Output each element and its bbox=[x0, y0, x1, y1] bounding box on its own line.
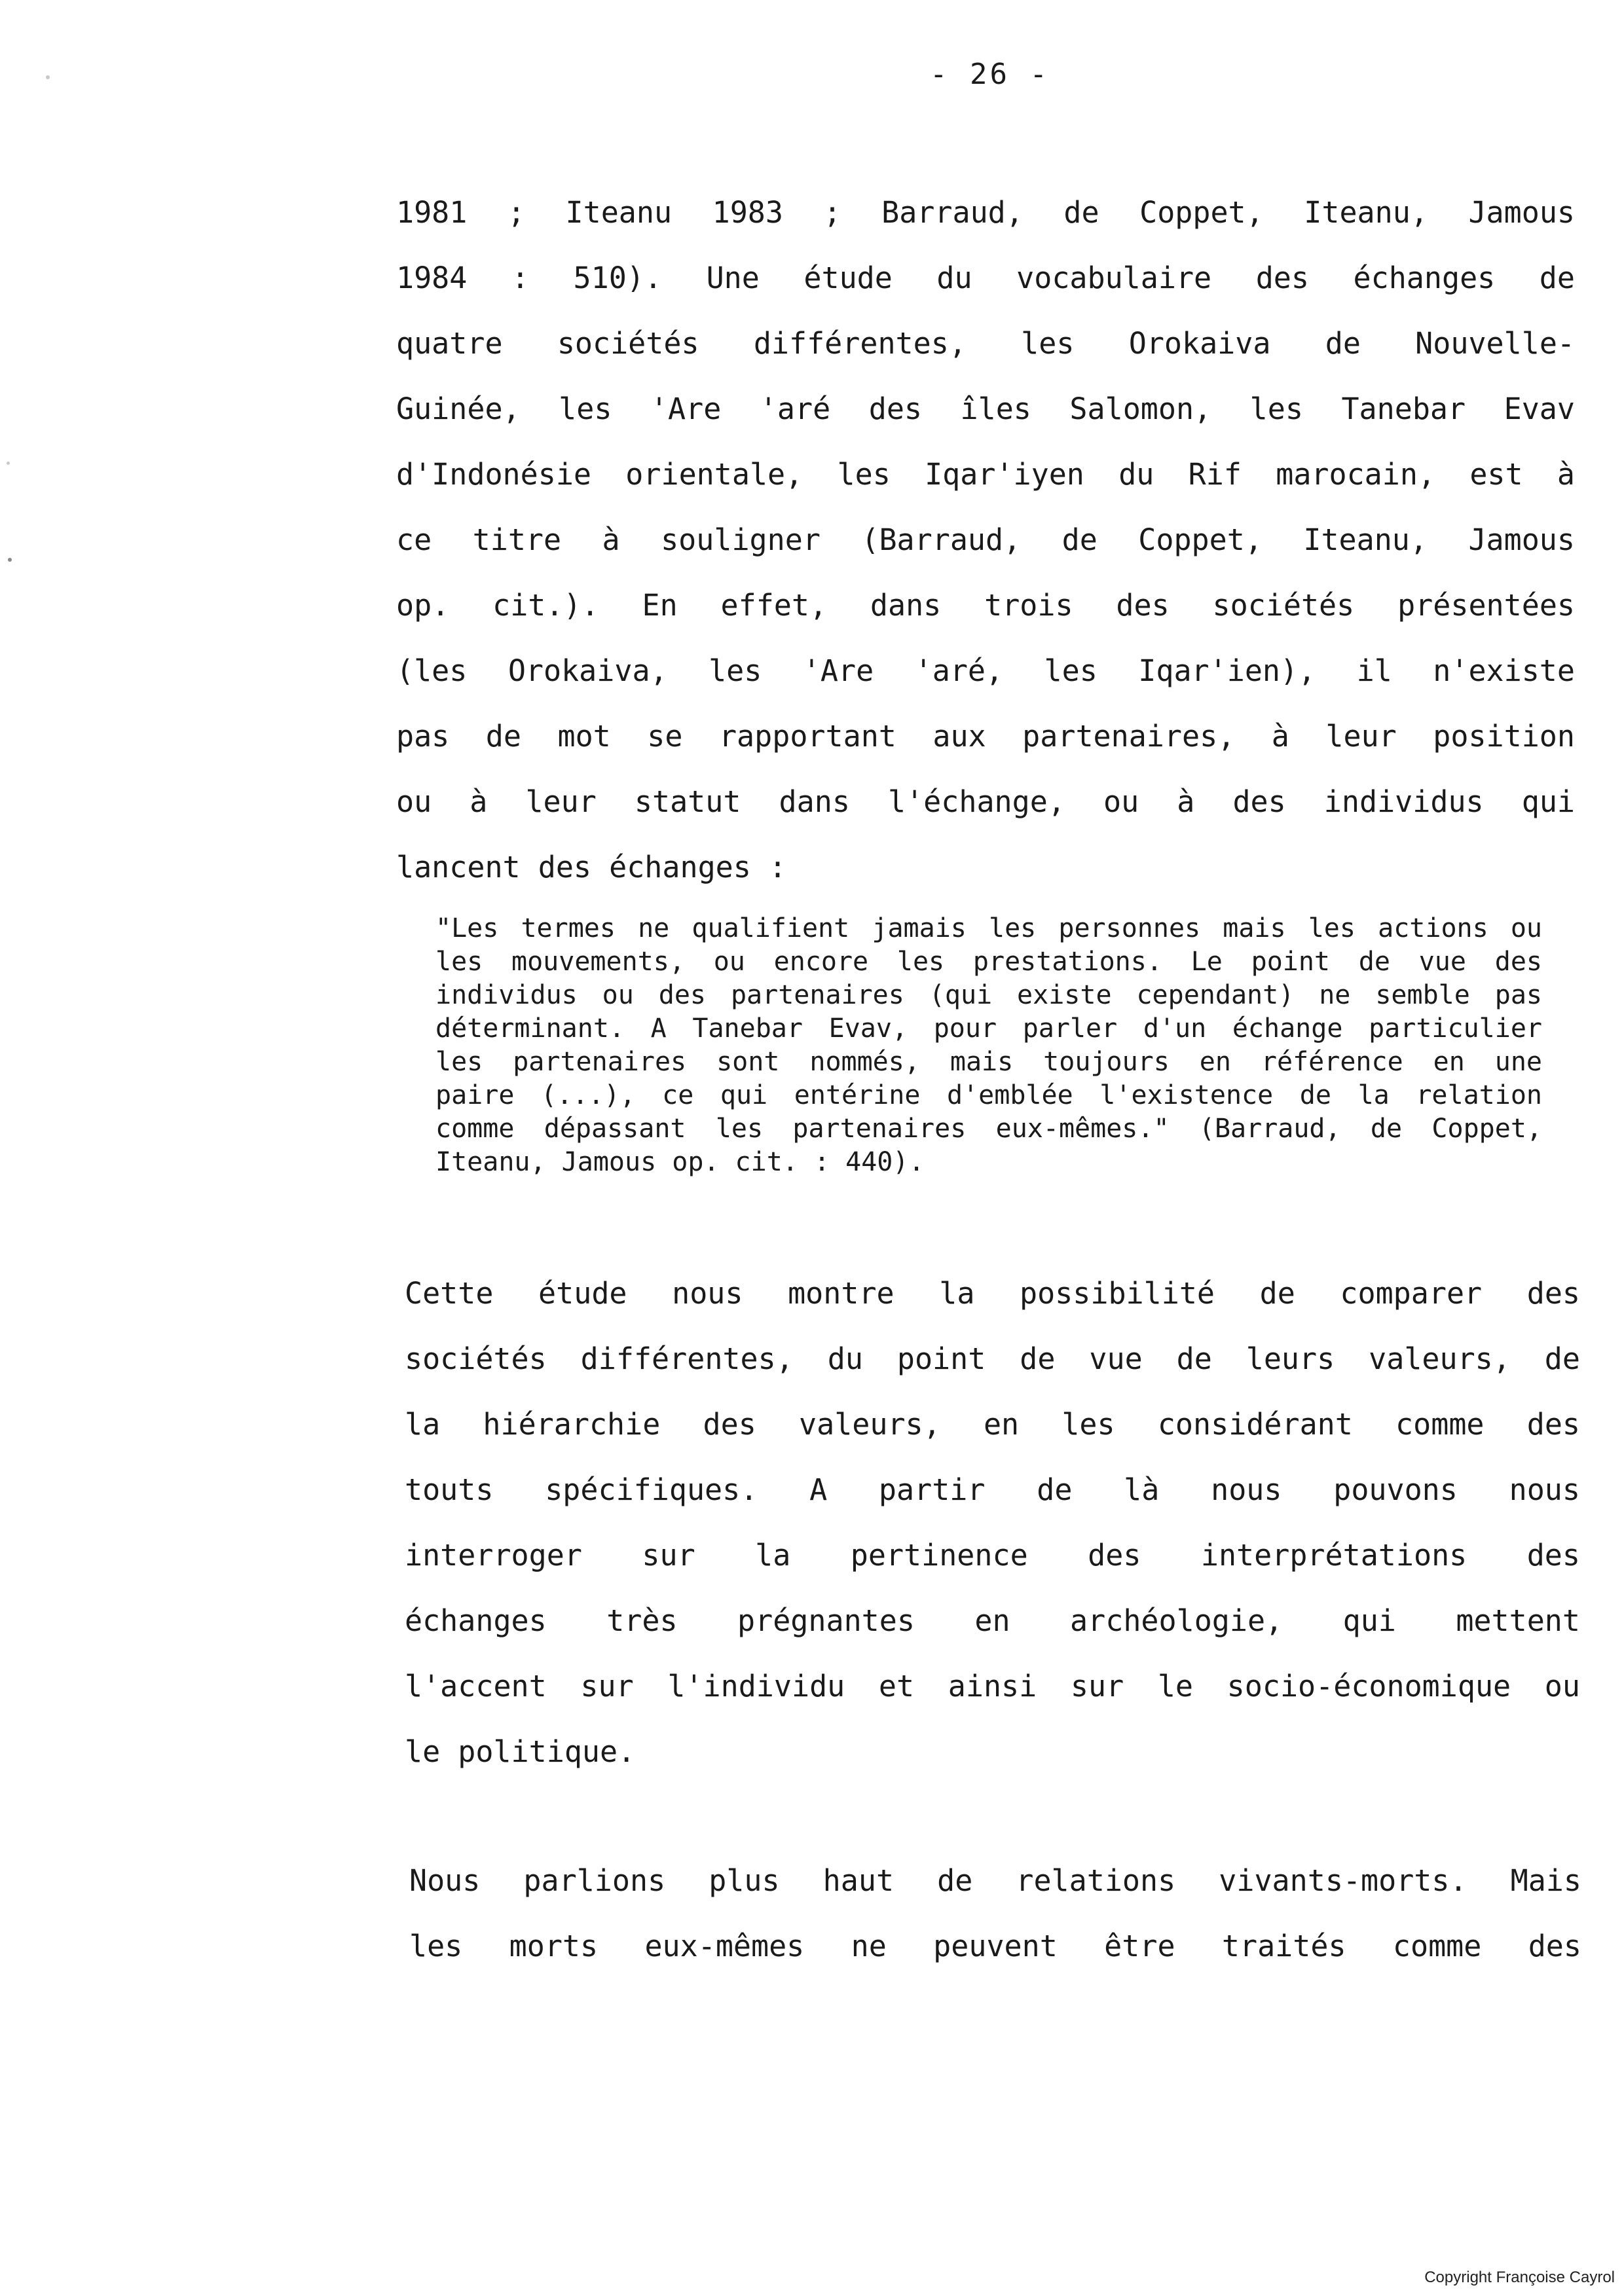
paragraph-3 bbox=[409, 1848, 1581, 1979]
copyright-notice: Copyright Françoise Cayrol bbox=[1424, 2269, 1615, 2286]
text-line: échanges très prégnantes en archéologie, qui mettent bbox=[405, 1603, 1580, 1638]
text-line: interroger sur la pertinence des interprétations des bbox=[405, 1538, 1580, 1573]
text-line: les morts eux-mêmes ne peuvent être traités comme des bbox=[409, 1929, 1581, 1963]
quote-line: déterminant. A Tanebar Evav, pour parler d'un échange particulier bbox=[435, 1013, 1542, 1044]
text-line: 1981 ; Iteanu 1983 ; Barraud, de Coppet, Iteanu, Jamous bbox=[396, 195, 1575, 230]
quote-line: Iteanu, Jamous op. cit. : 440). bbox=[435, 1147, 925, 1177]
text-line: quatre sociétés différentes, les Orokaiva de Nouvelle- bbox=[396, 326, 1575, 361]
paragraph-1 bbox=[396, 180, 1575, 900]
scan-speck bbox=[46, 75, 50, 79]
text-line: pas de mot se rapportant aux partenaires, à leur position bbox=[396, 719, 1575, 754]
text-line: ou à leur statut dans l'échange, ou à des individus qui bbox=[396, 784, 1575, 819]
text-line: d'Indonésie orientale, les Iqar'iyen du Rif marocain, est à bbox=[396, 457, 1575, 492]
paragraph-2 bbox=[405, 1261, 1580, 1785]
text-line: Guinée, les 'Are 'aré des îles Salomon, les Tanebar Evav bbox=[396, 392, 1575, 426]
text-line: (les Orokaiva, les 'Are 'aré, les Iqar'ien), il n'existe bbox=[396, 653, 1575, 688]
page-number: - 26 - bbox=[930, 58, 1050, 91]
text-line: 1984 : 510). Une étude du vocabulaire des échanges de bbox=[396, 261, 1575, 295]
text-line: ce titre à souligner (Barraud, de Coppet, Iteanu, Jamous bbox=[396, 522, 1575, 557]
scan-speck bbox=[7, 462, 10, 465]
text-line: Cette étude nous montre la possibilité de comparer des bbox=[405, 1276, 1580, 1311]
text-line: lancent des échanges : bbox=[396, 850, 787, 884]
quote-line: comme dépassant les partenaires eux-mêmes." (Barraud, de Coppet, bbox=[435, 1114, 1542, 1144]
quote-line: les partenaires sont nommés, mais toujours en référence en une bbox=[435, 1047, 1542, 1077]
block-quotation bbox=[435, 912, 1542, 1179]
text-line: la hiérarchie des valeurs, en les considérant comme des bbox=[405, 1407, 1580, 1442]
quote-line: les mouvements, ou encore les prestations. Le point de vue des bbox=[435, 947, 1542, 977]
quote-line: individus ou des partenaires (qui existe cependant) ne semble pas bbox=[435, 980, 1542, 1010]
text-line: op. cit.). En effet, dans trois des sociétés présentées bbox=[396, 588, 1575, 623]
text-line: sociétés différentes, du point de vue de leurs valeurs, de bbox=[405, 1341, 1580, 1376]
text-line: l'accent sur l'individu et ainsi sur le socio-économique ou bbox=[405, 1669, 1580, 1704]
text-line: le politique. bbox=[405, 1734, 636, 1769]
scan-speck bbox=[8, 558, 12, 562]
quote-line: "Les termes ne qualifient jamais les personnes mais les actions ou bbox=[435, 913, 1542, 943]
quote-line: paire (...), ce qui entérine d'emblée l'existence de la relation bbox=[435, 1080, 1542, 1110]
text-line: touts spécifiques. A partir de là nous pouvons nous bbox=[405, 1472, 1580, 1507]
text-line: Nous parlions plus haut de relations vivants-morts. Mais bbox=[409, 1863, 1581, 1898]
